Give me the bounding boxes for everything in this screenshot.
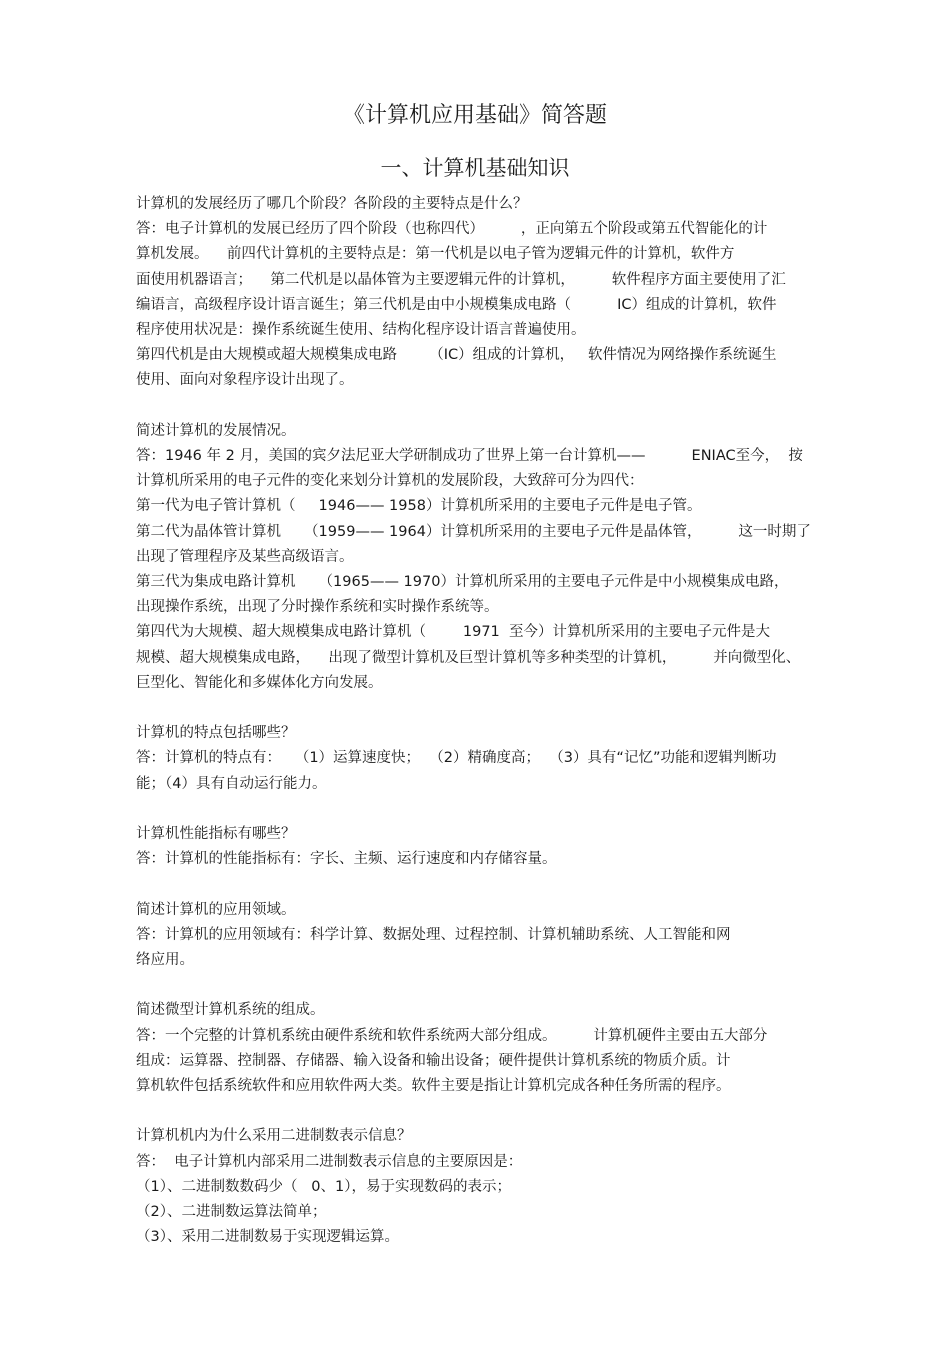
body-text-line: （3）、采用二进制数易于实现逻辑运算。 — [136, 1229, 399, 1246]
body-text-line: 程序使用状况是：操作系统诞生使用、结构化程序设计语言普遍使用。 — [136, 322, 586, 338]
body-text-line: 出现了管理程序及某些高级语言。 — [136, 548, 354, 565]
body-text-line: 能；（4）具有自动运行能力。 — [136, 775, 327, 792]
section-title: 一、计算机基础知识 — [380, 156, 570, 180]
body-text-line: 算机发展。 前四代计算机的主要特点是：第一代机是以电子管为逻辑元件的计算机，软件方 — [136, 246, 735, 263]
body-text-line: 简述计算机的应用领域。 — [136, 901, 296, 918]
body-text-line: 简述微型计算机系统的组成。 — [136, 1002, 325, 1019]
body-text-line: 面使用机器语言； 第二代机是以晶体管为主要逻辑元件的计算机， 软件程序方面主要使用了汇 — [136, 271, 786, 288]
body-text-line: 组成：运算器、控制器、存储器、输入设备和输出设备；硬件提供计算机系统的物质介质。计 — [136, 1052, 731, 1069]
body-text-line: 答： 电子计算机内部采用二进制数表示信息的主要原因是： — [136, 1153, 523, 1170]
body-text-line: 络应用。 — [136, 952, 194, 968]
body-text-line: 算机软件包括系统软件和应用软件两大类。软件主要是指让计算机完成各种任务所需的程序。 — [136, 1078, 731, 1094]
body-text-line: 答：1946 年 2 月，美国的宾夕法尼亚大学研制成功了世界上第一台计算机—— ENIAC至今， 按 — [136, 448, 803, 464]
body-text-line: 第一代为电子管计算机（ 1946—— 1958）计算机所采用的主要电子元件是电子管。 — [136, 498, 702, 515]
body-text-line: 计算机所采用的电子元件的变化来划分计算机的发展阶段，大致辞可分为四代： — [136, 473, 644, 490]
body-text-line: 巨型化、智能化和多媒体化方向发展。 — [136, 674, 383, 691]
body-text-line: （1）、二进制数数码少（ 0、1），易于实现数码的表示； — [136, 1178, 512, 1195]
body-text-line: 计算机的特点包括哪些？ — [136, 725, 296, 742]
body-text-line: 答：计算机的特点有： （1）运算速度快； （2）精确度高； （3）具有“记忆”功能和逻辑判断功 — [136, 750, 777, 767]
body-text-line: 计算机的发展经历了哪几个阶段？各阶段的主要特点是什么？ — [136, 196, 528, 212]
body-text-line: 答：计算机的应用领域有：科学计算、数据处理、过程控制、计算机辅助系统、人工智能和网 — [136, 926, 731, 943]
document-title: 《计算机应用基础》简答题 — [342, 103, 607, 128]
body-text-line: 答：电子计算机的发展已经历了四个阶段（也称四代） ，正向第五个阶段或第五代智能化的计 — [136, 221, 768, 238]
body-text-line: （2）、二进制数运算法简单； — [136, 1204, 327, 1220]
body-text-line: 第二代为晶体管计算机 （1959—— 1964）计算机所采用的主要电子元件是晶体管， 这一时期了 — [136, 523, 811, 540]
body-text-line: 第四代机是由大规模或超大规模集成电路 （IC）组成的计算机， 软件情况为网络操作系统诞生 — [136, 347, 777, 364]
body-text-line: 出现操作系统，出现了分时操作系统和实时操作系统等。 — [136, 599, 499, 616]
body-text-line: 答：计算机的性能指标有：字长、主频、运行速度和内存储容量。 — [136, 851, 557, 868]
body-text-line: 使用、面向对象程序设计出现了。 — [136, 372, 354, 389]
body-text-line: 计算机机内为什么采用二进制数表示信息？ — [136, 1128, 412, 1145]
body-text-line: 答：一个完整的计算机系统由硬件系统和软件系统两大部分组成。 计算机硬件主要由五大部分 — [136, 1027, 768, 1044]
body-text-line: 规模、超大规模集成电路， 出现了微型计算机及巨型计算机等多种类型的计算机， 并向微型化、 — [136, 649, 801, 666]
body-text-line: 编语言，高级程序设计语言诞生；第三代机是由中小规模集成电路（ IC）组成的计算机，软件 — [136, 296, 777, 313]
body-text-line: 计算机性能指标有哪些？ — [136, 826, 296, 842]
body-text-line: 第三代为集成电路计算机 （1965—— 1970）计算机所采用的主要电子元件是中小规模集成电路， — [136, 574, 789, 590]
body-text-line: 简述计算机的发展情况。 — [136, 422, 296, 439]
body-text-line: 第四代为大规模、超大规模集成电路计算机（ 1971 至今）计算机所采用的主要电子元件是大 — [136, 624, 770, 641]
